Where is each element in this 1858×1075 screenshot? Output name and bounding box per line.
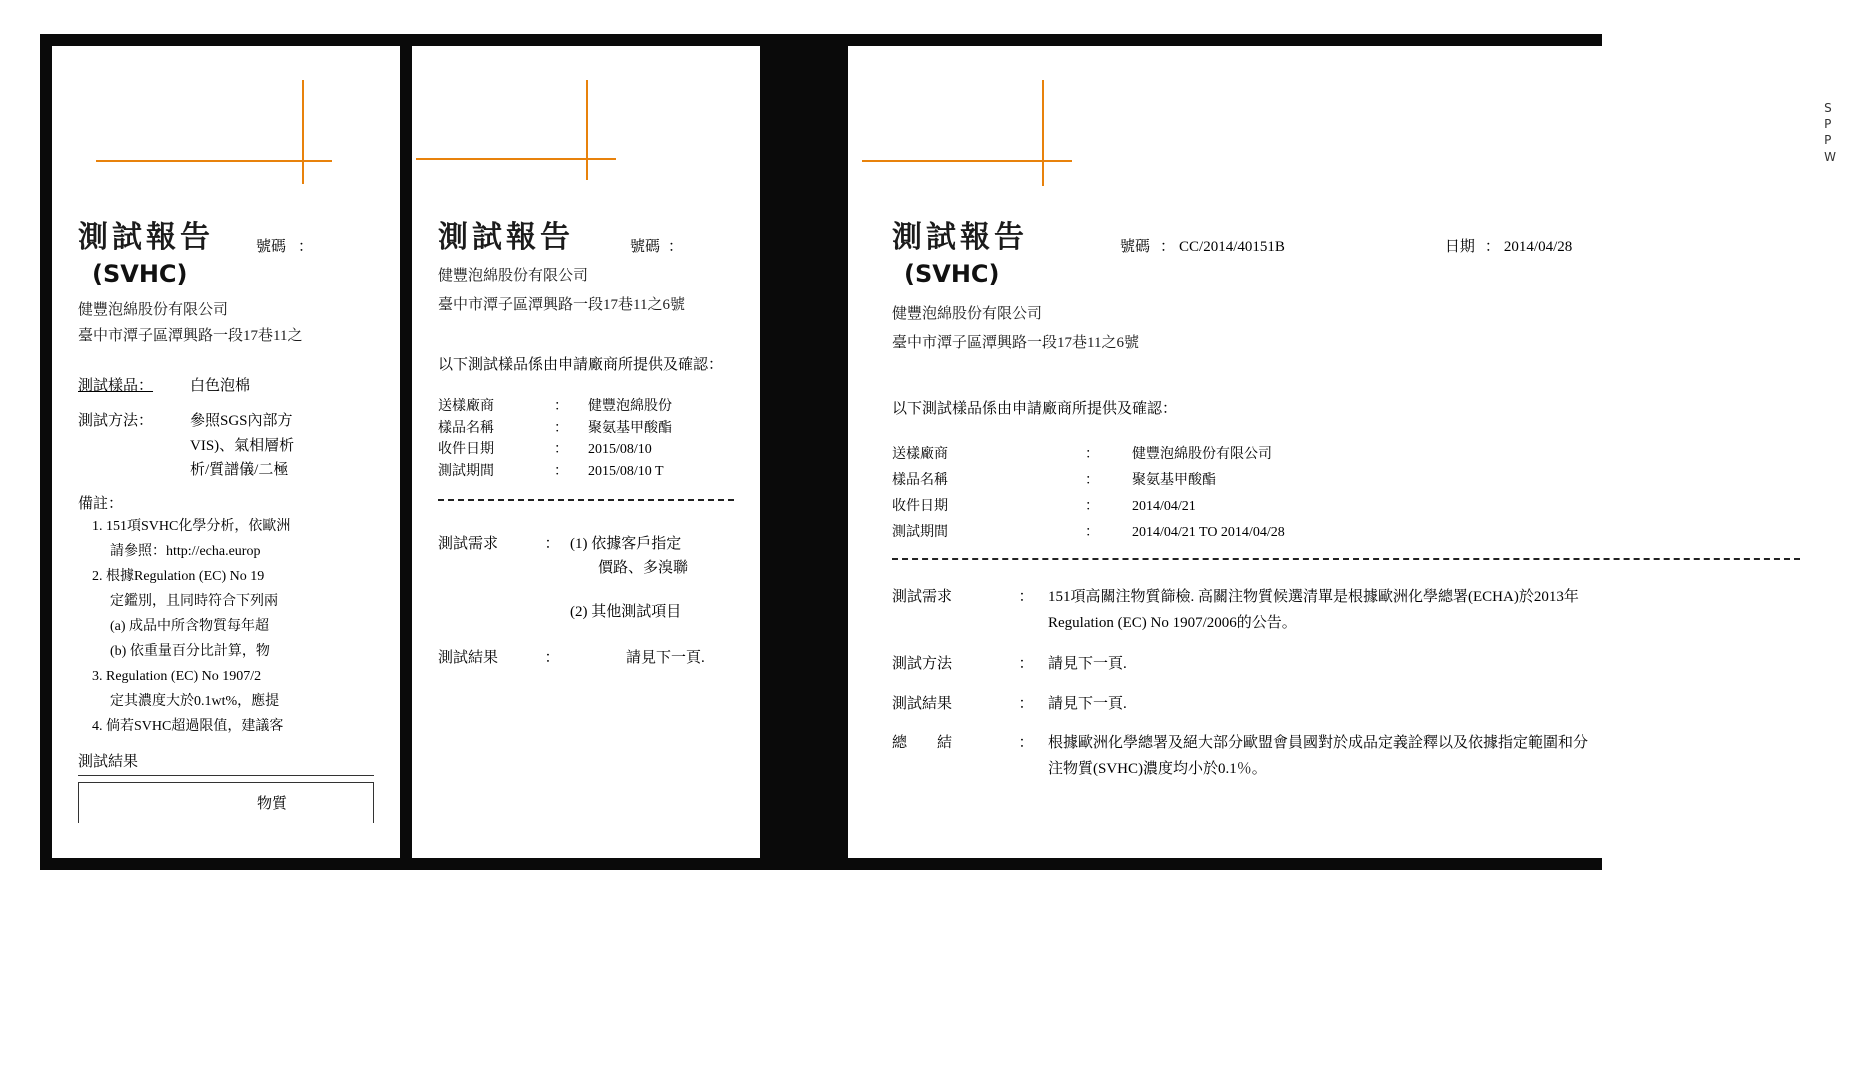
result-label: 測試結果	[438, 649, 499, 666]
sample-statement: 以下測試樣品係由申請廠商所提供及確認：	[892, 401, 1178, 417]
row-label: 送樣廠商	[892, 447, 948, 462]
company-name: 健豐泡綿股份有限公司	[892, 306, 1043, 322]
list-item: 4. 倘若SVHC超過限值，建議客	[92, 719, 284, 735]
row-label: 收件日期	[892, 498, 948, 514]
row-colon: ：	[1085, 472, 1099, 488]
report-page-3	[848, 46, 1840, 858]
row-colon: ：	[1085, 524, 1099, 540]
page-title: 測試報告	[892, 220, 1028, 255]
report-number-colon: ：	[1160, 239, 1176, 255]
result-value: 請見下一頁.	[626, 649, 705, 666]
row-colon: ：	[554, 420, 568, 436]
row-value: 聚氨基甲酸酯	[588, 420, 672, 436]
method-value: 請見下一頁.	[1048, 656, 1127, 673]
need-item: (2) 其他測試項目	[570, 603, 682, 620]
row-colon: ：	[554, 464, 568, 480]
report-number-value: CC/2014/40151B	[1179, 239, 1285, 255]
row-value: 健豐泡綿股份有限公司	[1132, 447, 1272, 462]
row-colon: ：	[554, 399, 568, 414]
list-item: (b) 依重量百分比計算，物	[110, 643, 270, 659]
report-page-2	[412, 46, 760, 858]
list-item: 2. 根據Regulation (EC) No 19	[92, 568, 265, 584]
report-number-value: ：	[298, 239, 314, 255]
report-date-colon: ：	[1484, 239, 1500, 255]
list-item: 3. Regulation (EC) No 1907/2	[92, 669, 262, 685]
report-date-value: 2014/04/28	[1503, 239, 1573, 255]
list-item: 定鑑別，且同時符合下列兩	[110, 593, 278, 609]
row-label: 測試期間	[438, 464, 494, 480]
method-label: 測試方法	[892, 656, 953, 673]
page-title: 測試報告	[438, 220, 574, 255]
result-label: 測試結果	[892, 695, 953, 712]
need-colon: ：	[544, 535, 560, 552]
need-label: 測試需求	[892, 588, 953, 605]
row-label: 測試期間	[892, 524, 948, 540]
method-line: 參照SGS內部方	[190, 413, 293, 430]
result-colon: ：	[544, 649, 560, 666]
report-number-label: 號碼	[1120, 239, 1151, 255]
result-colon: ：	[1018, 695, 1034, 712]
row-colon: ：	[554, 442, 568, 458]
report-date-label: 日期	[1444, 239, 1475, 255]
list-item: (a) 成品中所含物質每年超	[110, 618, 270, 634]
edge-line: W	[1824, 149, 1836, 164]
table-column-substance: 物質	[257, 796, 288, 813]
need-item: (1) 依據客戶指定	[570, 535, 682, 552]
page-subtitle: (SVHC)	[904, 260, 1000, 288]
row-value: 聚氨基甲酸酯	[1132, 472, 1216, 488]
row-label: 送樣廠商	[438, 399, 494, 414]
sgs-logo-page-2	[438, 80, 734, 198]
need-line: Regulation (EC) No 1907/2006的公告。	[1048, 614, 1297, 631]
summary-line: 根據歐洲化學總署及絕大部分歐盟會員國對於成品定義詮釋以及依據指定範圍和分	[1048, 734, 1589, 751]
method-colon: ：	[1018, 656, 1034, 673]
method-line: VIS)、氣相層析	[190, 437, 295, 454]
remark-list	[78, 515, 374, 739]
result-section-label: 測試結果	[78, 750, 374, 776]
page-subtitle: (SVHC)	[92, 260, 188, 288]
edge-line: S	[1824, 101, 1832, 115]
row-value: 2014/04/21	[1132, 498, 1196, 514]
report-number-label: 號碼	[630, 239, 661, 255]
edge-line: P	[1824, 133, 1832, 148]
logo-vertical-bar	[1042, 80, 1044, 186]
company-address: 臺中市潭子區潭興路一段17巷11之6號	[892, 334, 1139, 351]
summary-label: 總 結	[892, 734, 953, 751]
section-divider	[438, 499, 734, 501]
sample-statement: 以下測試樣品係由申請廠商所提供及確認：	[438, 357, 724, 373]
logo-vertical-bar	[302, 80, 304, 184]
result-table-header	[78, 782, 374, 823]
page-edge-clipped-text	[1824, 100, 1836, 165]
company-address: 臺中市潭子區潭興路一段17巷11之	[78, 327, 303, 344]
row-value: 2014/04/21 TO 2014/04/28	[1132, 524, 1285, 540]
sample-label: 測試樣品：	[78, 378, 154, 394]
row-value: 2015/08/10	[588, 442, 652, 458]
remark-label: 備註：	[78, 495, 124, 512]
need-item: 價路、多溴聯	[598, 560, 689, 576]
logo-horizontal-bar	[416, 158, 616, 160]
logo-vertical-bar	[586, 80, 588, 180]
need-colon: ：	[1018, 588, 1034, 605]
need-line: 151項高關注物質篩檢. 高關注物質候選清單是根據歐洲化學總署(ECHA)於2013年	[1048, 588, 1579, 605]
row-value: 健豐泡綿股份	[588, 399, 672, 414]
company-name: 健豐泡綿股份有限公司	[438, 268, 589, 284]
row-colon: ：	[1085, 498, 1099, 514]
sample-value: 白色泡棉	[190, 378, 251, 394]
row-label: 收件日期	[438, 442, 494, 458]
list-item: 1. 151項SVHC化學分析，依歐洲	[92, 518, 291, 534]
method-label: 測試方法：	[78, 413, 154, 430]
sgs-logo-page-3	[892, 80, 1800, 198]
summary-line: 注物質(SVHC)濃度均小於0.1％。	[1048, 761, 1267, 778]
method-line: 析/質譜儀/二極	[190, 461, 289, 478]
result-value: 請見下一頁.	[1048, 695, 1127, 712]
edge-line: P	[1824, 117, 1832, 132]
row-colon: ：	[1085, 447, 1099, 462]
summary-colon: ：	[1018, 734, 1034, 751]
company-address: 臺中市潭子區潭興路一段17巷11之6號	[438, 296, 685, 313]
report-number-value: ：	[668, 239, 684, 255]
report-number-label: 號碼	[256, 239, 287, 255]
company-name: 健豐泡綿股份有限公司	[78, 302, 229, 318]
row-label: 樣品名稱	[438, 420, 494, 436]
row-value: 2015/08/10 T	[588, 464, 664, 480]
list-item: 定其濃度大於0.1wt%，應提	[110, 694, 280, 710]
logo-horizontal-bar	[862, 160, 1072, 162]
list-item: 請參照：http://echa.europ	[110, 543, 261, 559]
report-page-1	[52, 46, 400, 858]
need-label: 測試需求	[438, 535, 499, 552]
row-label: 樣品名稱	[892, 472, 948, 488]
section-divider	[892, 558, 1800, 560]
sgs-logo-page-1	[78, 80, 374, 198]
page-title: 測試報告	[78, 220, 214, 255]
logo-horizontal-bar	[96, 160, 332, 162]
